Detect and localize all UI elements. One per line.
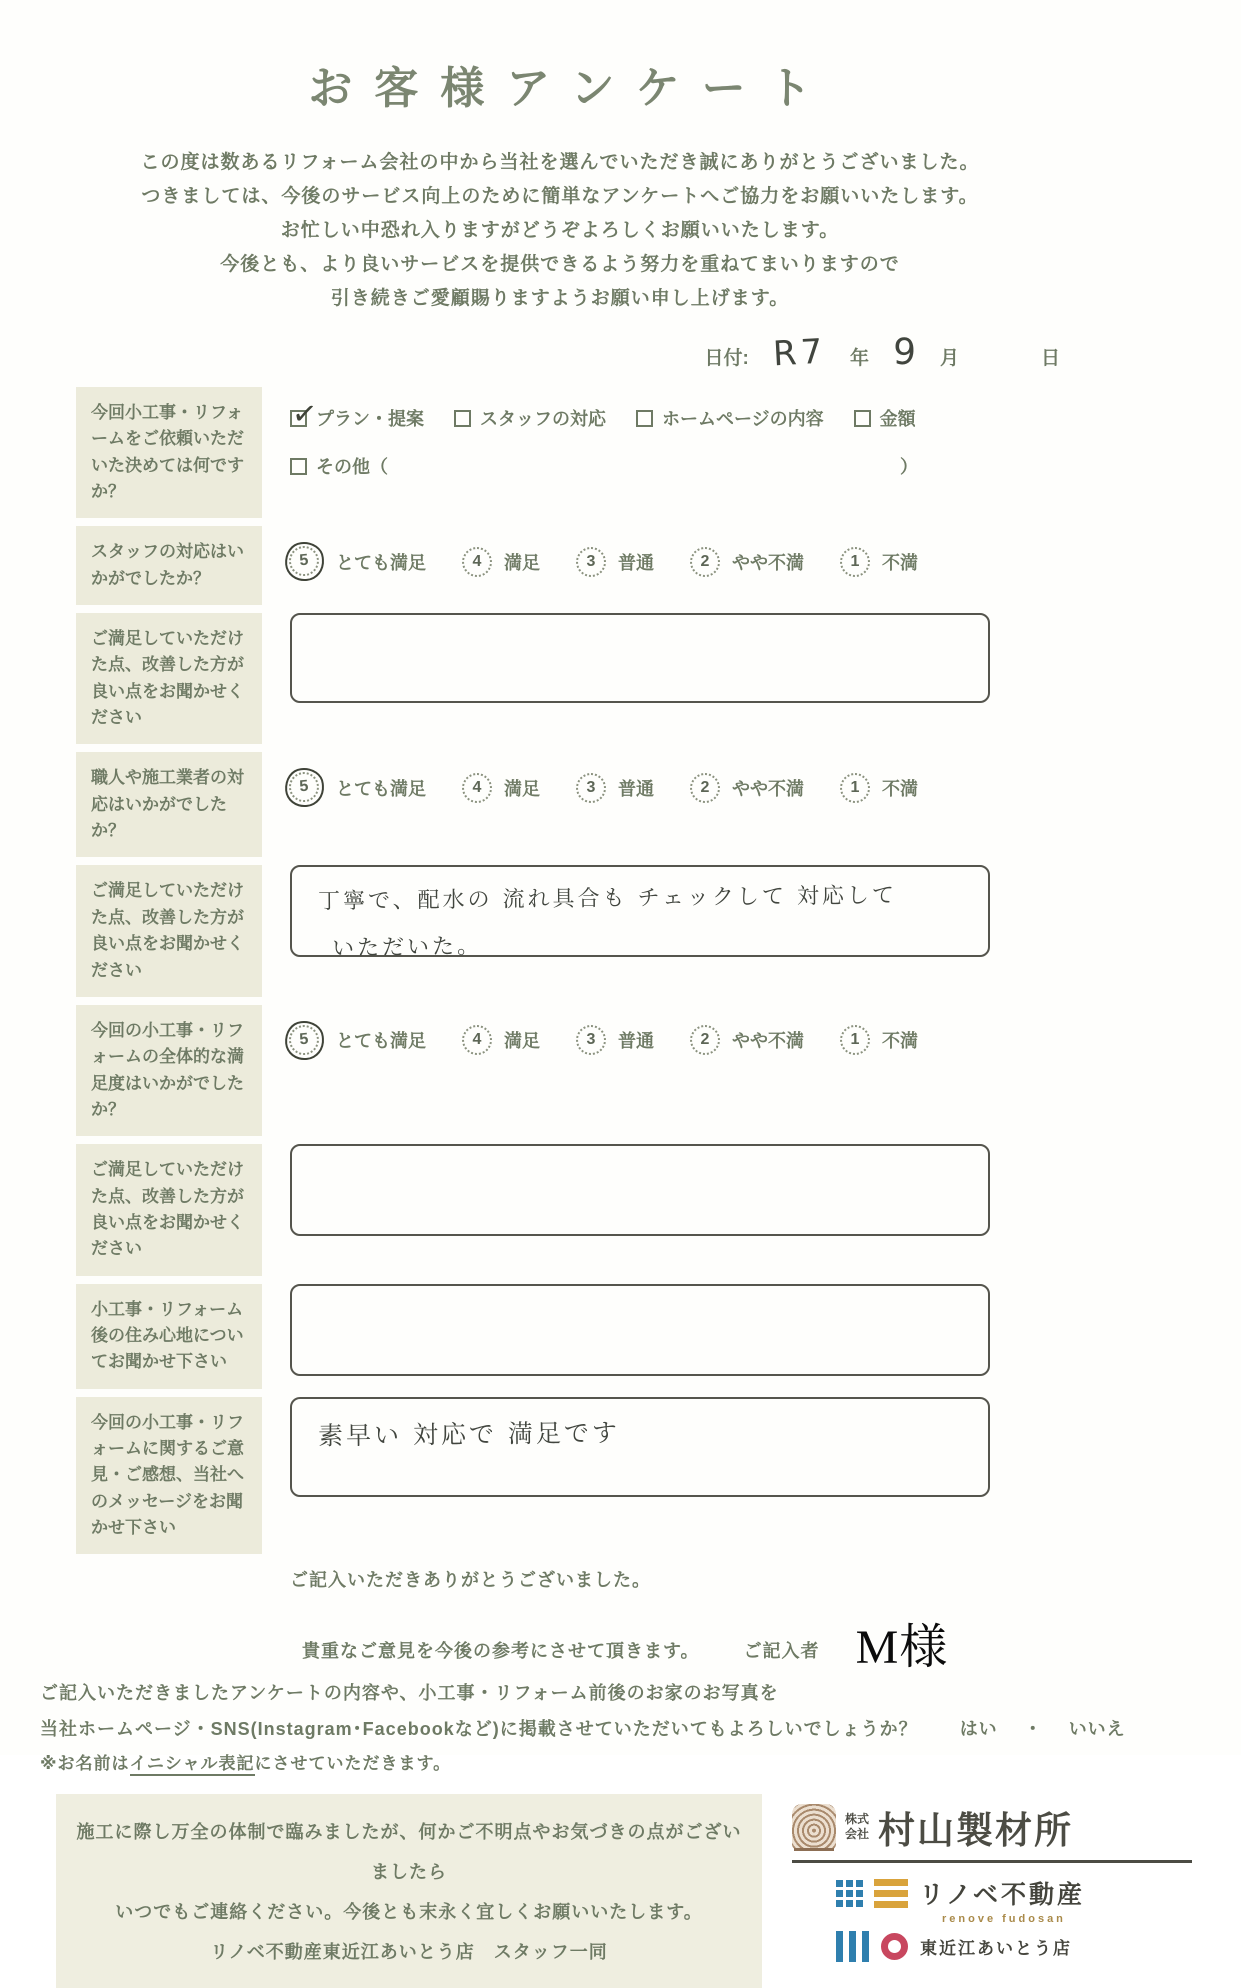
rating-circle-4[interactable]: 4 (462, 773, 492, 803)
survey-form (76, 387, 1026, 1554)
intro-line: 今後とも、より良いサービスを提供できるよう努力を重ねてまいりますので (220, 254, 900, 275)
closing-section (40, 1566, 1201, 1774)
rating-label: やや不満 (732, 1031, 804, 1052)
rating-circle-1[interactable]: 1 (840, 1025, 870, 1055)
question-label: スタッフの対応はいかがでしたか？ (76, 526, 262, 605)
company-logos (792, 1794, 1192, 1962)
checkbox-option-staff[interactable] (454, 405, 606, 431)
gold-bars-logo-icon (874, 1879, 908, 1908)
answer-box-empty[interactable] (290, 1284, 990, 1376)
rating-option-1[interactable] (840, 1025, 918, 1055)
rating-scale (290, 752, 1026, 807)
question-label: 今回の小工事・リフォームの全体的な満足度はいかがでしたか？ (76, 1005, 262, 1136)
checkbox-icon[interactable] (636, 410, 653, 427)
filler-name: M様 (855, 1621, 949, 1675)
company-message-line: いつでもご連絡ください。今後とも末永く宜しくお願いいたします。 (115, 1902, 703, 1923)
rating-option-4[interactable] (462, 1025, 540, 1055)
rating-circle-2[interactable]: 2 (690, 773, 720, 803)
intro-line: つきましては、今後のサービス向上のために簡単なアンケートへご協力をお願いいたします。 (141, 186, 979, 207)
rating-option-2[interactable] (690, 547, 804, 577)
rating-option-4[interactable] (462, 547, 540, 577)
rating-circle-3[interactable]: 3 (576, 1025, 606, 1055)
intro-text (40, 146, 1080, 316)
rating-label: 普通 (618, 552, 654, 573)
company-prefix: 株式 (845, 1812, 870, 1827)
checkbox-icon[interactable] (454, 410, 471, 427)
rating-option-4[interactable] (462, 773, 540, 803)
intro-line: 引き続きご愛顧賜りますようお願い申し上げます。 (330, 288, 790, 309)
date-day-suffix: 日 (1040, 348, 1060, 369)
rating-label: 不満 (882, 1031, 918, 1052)
permission-no-option[interactable]: いいえ (1068, 1719, 1126, 1740)
rating-label: 普通 (618, 1031, 654, 1052)
rating-label: 満足 (504, 1031, 540, 1052)
permission-line: 当社ホームページ・SNS(Instagram･Facebookなど)に掲載させていただいてもよろしいでしょうか？ (40, 1719, 918, 1740)
rating-label: やや不満 (732, 552, 804, 573)
rating-label: 満足 (504, 552, 540, 573)
thanks-line: ご記入いただきありがとうございました。 (290, 1570, 651, 1591)
handwritten-circle-mark (283, 767, 325, 809)
rating-option-1[interactable] (840, 547, 918, 577)
question-label: ご満足していただけた点、改善した方が良い点をお聞かせください (76, 865, 262, 996)
rating-circle-3[interactable]: 3 (576, 547, 606, 577)
store-name: 東近江あいとう店 (920, 1939, 1072, 1959)
rating-circle-5[interactable]: 5 (288, 545, 321, 578)
question-label: 職人や施工業者の対応はいかがでしたか？ (76, 752, 262, 857)
permission-yes-option[interactable]: はい (959, 1719, 998, 1740)
company-message-line: 施工に際し万全の体制で臨みましたが、何かご不明点やお気づきの点がございましたら (76, 1822, 742, 1883)
checkbox-icon[interactable] (290, 458, 307, 475)
checkbox-label: ホームページの内容 (662, 409, 824, 429)
rating-option-1[interactable] (840, 773, 918, 803)
rating-circle-4[interactable]: 4 (462, 1025, 492, 1055)
handwritten-answer-line: 丁寧で、配水の 流れ具合も チェックして 対応して (317, 883, 898, 915)
rating-label: とても満足 (336, 552, 426, 573)
checkbox-option-other[interactable] (290, 453, 388, 479)
rating-option-2[interactable] (690, 773, 804, 803)
date-label: 日付: (704, 348, 749, 369)
checkbox-label: その他（ (316, 457, 388, 477)
rating-option-3[interactable] (576, 1025, 654, 1055)
bottom-section (40, 1794, 1201, 1988)
rating-circle-4[interactable]: 4 (462, 547, 492, 577)
rating-option-3[interactable] (576, 547, 654, 577)
rating-circle-2[interactable]: 2 (690, 547, 720, 577)
brand-subtitle: renove fudosan (942, 1913, 1066, 1926)
check-icon: ✓ (290, 396, 319, 432)
rating-label: やや不満 (732, 778, 804, 799)
answer-box-empty[interactable] (290, 1144, 990, 1236)
rating-option-5[interactable] (290, 1021, 426, 1060)
rating-circle-2[interactable]: 2 (690, 1025, 720, 1055)
rating-label: とても満足 (336, 1031, 426, 1052)
filler-label: ご記入者 (743, 1641, 820, 1662)
question-row-craftsman-rating (76, 752, 1026, 857)
answer-box-handwritten[interactable] (290, 1397, 990, 1497)
checkbox-option-price[interactable] (854, 405, 916, 431)
brand-name: リノベ不動産 (919, 1881, 1086, 1910)
thanks-line: 貴重なご意見を今後の参考にさせて頂きます。 (302, 1641, 700, 1662)
checkbox-label: スタッフの対応 (480, 409, 606, 429)
blue-dots-logo-icon (836, 1880, 863, 1907)
rating-circle-3[interactable]: 3 (576, 773, 606, 803)
answer-box-handwritten[interactable] (290, 865, 990, 963)
question-label: 小工事・リフォーム後の住み心地についてお聞かせ下さい (76, 1284, 262, 1389)
rating-label: 不満 (882, 778, 918, 799)
rating-option-2[interactable] (690, 1025, 804, 1055)
checkbox-option-plan[interactable] (290, 396, 424, 432)
header (40, 52, 1080, 316)
date-row (40, 332, 1080, 373)
company-message-box (56, 1794, 762, 1988)
handwritten-answer-line: いただいた。 (331, 934, 483, 963)
rating-label: とても満足 (336, 778, 426, 799)
rating-label: 満足 (504, 778, 540, 799)
blue-bars-logo-icon (836, 1931, 869, 1962)
company-signature: リノベ不動産東近江あいとう店 スタッフ一同 (210, 1942, 608, 1963)
company-name: 村山製材所 (878, 1809, 1074, 1853)
rating-circle-1[interactable]: 1 (840, 773, 870, 803)
note-suffix: にさせていただきます。 (254, 1754, 452, 1774)
company-prefix: 会社 (845, 1827, 870, 1842)
permission-line: ご記入いただきましたアンケートの内容や、小工事・リフォーム前後のお家のお写真を (40, 1683, 779, 1704)
rating-circle-5[interactable]: 5 (288, 1024, 321, 1057)
initials-note (40, 1749, 1201, 1774)
rating-option-3[interactable] (576, 773, 654, 803)
question-label: 今回小工事・リフォームをご依頼いただいた決めては何ですか？ (76, 387, 262, 518)
rating-option-5[interactable] (290, 768, 426, 807)
checkbox-option-homepage[interactable] (636, 405, 824, 431)
checkbox-label: 金額 (879, 409, 916, 429)
checkbox-label: プラン・提案 (316, 409, 424, 429)
question-row-message (76, 1397, 1026, 1555)
wood-grain-logo-icon (792, 1804, 836, 1850)
question-row-livability (76, 1284, 1026, 1389)
rating-scale (290, 526, 1026, 581)
rating-circle-5[interactable]: 5 (288, 771, 321, 804)
question-label: 今回の小工事・リフォームに関するご意見・ご感想、当社へのメッセージをお聞かせ下さい (76, 1397, 262, 1555)
intro-line: お忙しい中恐れ入りますがどうぞよろしくお願いいたします。 (280, 220, 840, 241)
date-year-suffix: 年 (850, 348, 870, 369)
question-label: ご満足していただけた点、改善した方が良い点をお聞かせください (76, 613, 262, 744)
rating-option-5[interactable] (290, 542, 426, 581)
checkbox-icon[interactable] (854, 410, 871, 427)
handwritten-answer-line: 素早い 対応で 満足です (317, 1417, 621, 1451)
rating-label: 普通 (618, 778, 654, 799)
question-label: ご満足していただけた点、改善した方が良い点をお聞かせください (76, 1144, 262, 1275)
checkbox-checked-icon[interactable] (290, 396, 319, 432)
question-row-craftsman-comments (76, 865, 1026, 996)
rating-scale (290, 1005, 1026, 1060)
date-month-handwritten: 9 (892, 331, 917, 374)
handwritten-circle-mark (283, 1019, 325, 1061)
answer-box-empty[interactable] (290, 613, 990, 703)
question-row-reason (76, 387, 1026, 518)
note-prefix: ※お名前は (40, 1754, 130, 1774)
date-era-year-handwritten: R7 (771, 331, 828, 375)
question-row-overall-comments (76, 1144, 1026, 1275)
page-title: お客様アンケート (308, 64, 834, 113)
question-row-staff-rating (76, 526, 1026, 605)
date-month-suffix: 月 (939, 348, 959, 369)
handwritten-circle-mark (283, 541, 325, 583)
question-row-staff-comments (76, 613, 1026, 744)
question-row-overall-rating (76, 1005, 1026, 1136)
rating-label: 不満 (882, 552, 918, 573)
permission-separator: ・ (1023, 1719, 1043, 1740)
other-close-paren: ） (900, 457, 918, 477)
intro-line: この度は数あるリフォーム会社の中から当社を選んでいただき誠にありがとうございました。 (140, 152, 980, 173)
red-ring-logo-icon (881, 1933, 908, 1960)
rating-circle-1[interactable]: 1 (840, 547, 870, 577)
note-underlined: イニシャル表記 (130, 1754, 255, 1776)
